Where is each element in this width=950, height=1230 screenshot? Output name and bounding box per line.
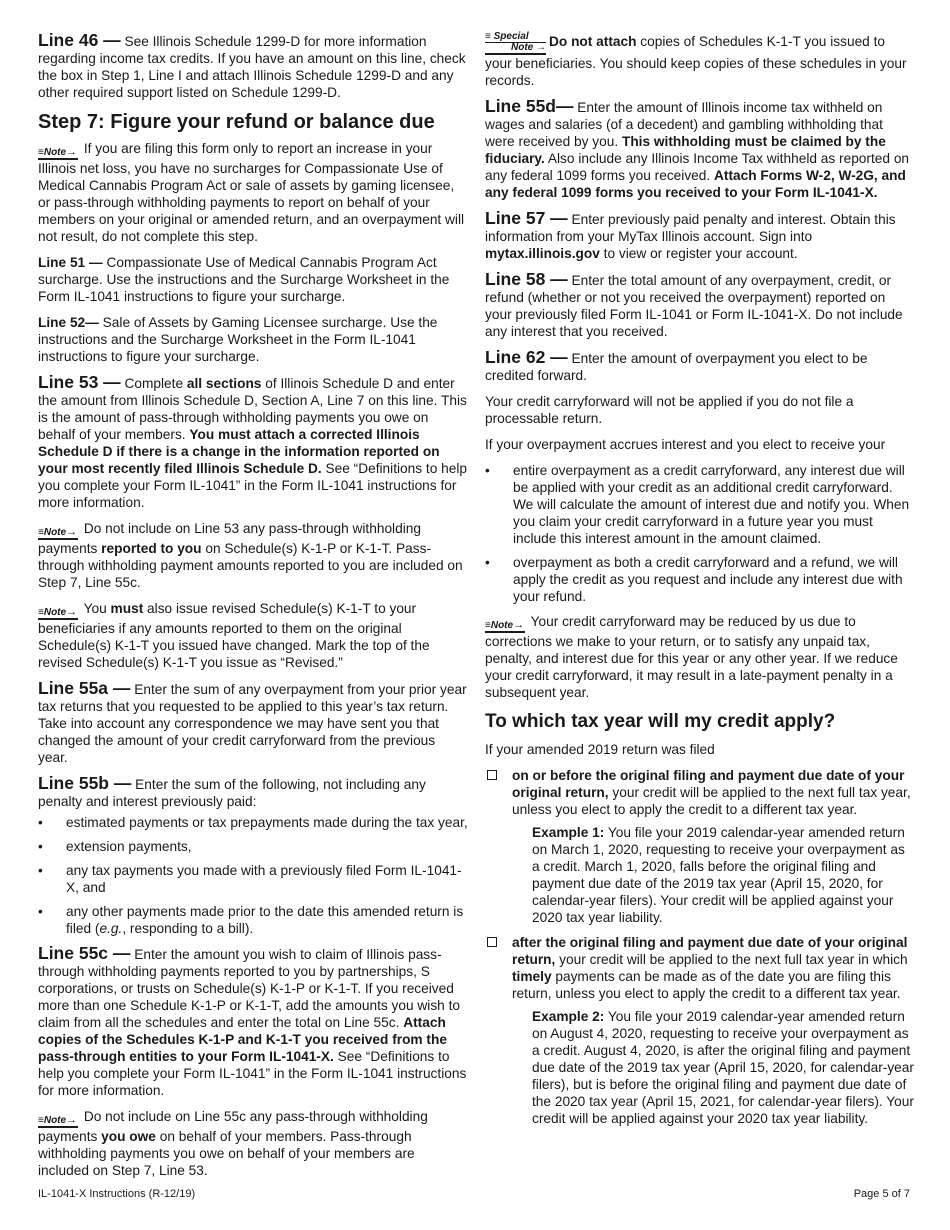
line-55b-list <box>38 814 468 937</box>
line-62-paragraph: Line 62 — Enter the amount of overpayment you elect to be credited forward. <box>485 347 868 383</box>
line-55d-label: Line 55d— <box>485 96 574 116</box>
line-55a-label: Line 55a — <box>38 678 131 698</box>
amended-paragraph: If your amended 2019 return was filed <box>485 742 715 757</box>
line-51-label: Line 51 — <box>38 255 103 270</box>
checkbox-icon <box>487 770 497 780</box>
interest-paragraph: If your overpayment accrues interest and you elect to receive your <box>485 437 886 452</box>
list-item: on or before the original filing and payment due date of your original return, your credit will be applied to the next full tax year, unless you elect to apply the credit to a different tax year. Example 1: You file your 2019 calendar-year amended return on March 1, 2020, requesting to receive your overpayment as a credit. March 1, 2020, falls before the original filing and payment due date of the 2019 tax year (April 15, 2020, for calendar-year filers). Your credit will be applied against your 2020 tax year liability. <box>485 767 915 926</box>
footer-form-id: IL-1041-X Instructions (R-12/19) <box>38 1188 196 1200</box>
line-55b-label: Line 55b — <box>38 773 132 793</box>
line-46-label: Line 46 — <box>38 30 121 50</box>
left-column <box>38 32 468 1188</box>
list-item: • entire overpayment as a credit carryforward, any interest due will be applied with your credit as an additional credit carryforward. We will calculate the amount of interest due and notify you. When you claim your credit carryforward in a future year you must include this interest amount in the amount claimed. <box>485 463 910 546</box>
note-icon: ≡Note→ <box>38 146 78 158</box>
note-icon: ≡Note→ <box>38 1114 78 1126</box>
example-2: Example 2: You file your 2019 calendar-year amended return on August 4, 2020, requesting to receive your overpayment as a credit. August 4, 2020, is after the original filing and payment due date of the 2019 tax year (April 15, 2020, for calendar-year filers), but is before the original filing and payment due date of the 2020 tax year (April 15, 2021, for calendar-year filers). Your credit will be applied against your 2020 tax year liability. <box>532 1009 914 1126</box>
checkbox-icon <box>487 937 497 947</box>
line-58-paragraph: Line 58 — Enter the total amount of any overpayment, credit, or refund (whether or not you received the overpayment) reported on your previously filed Form IL-1041 or Form IL-1041-X. Do not include any interest that you received. <box>485 269 903 339</box>
line-52-paragraph: Line 52— Sale of Assets by Gaming Licensee surcharge. Use the instructions and the Surcharge Worksheet in the Form IL-1041 instructions to figure your surcharge. <box>38 315 438 364</box>
mytax-link: mytax.illinois.gov <box>485 246 600 261</box>
line-53-paragraph: Line 53 — Complete all sections of Illinois Schedule D and enter the amount from Illinois Schedule D, Section A, Line 7 on this line. This is the amount of pass-through withholding payments you owe on behalf of your members. You must attach a corrected Illinois Schedule D if there is a change in the information reported on your most recently filed Illinois Schedule D. See “Definitions to help you complete your Form IL-1041” in the Form IL-1041 instructions for more information. <box>38 372 468 510</box>
list-item: • any tax payments you made with a previously filed Form IL-1041-X, and <box>38 863 462 895</box>
interest-list <box>485 462 915 605</box>
footer-page-number: Page 5 of 7 <box>853 1188 910 1200</box>
line-55c-note: ≡Note→ Do not include on Line 55c any pass-through withholding payments you owe on behalf of your members. Pass-through withholding payments you owe on behalf of your members are included on Step 7, Line 53. <box>38 1109 428 1178</box>
example-1: Example 1: You file your 2019 calendar-year amended return on March 1, 2020, requesting to receive your overpayment as a credit. March 1, 2020, falls before the original filing and payment due date of the 2019 tax year (April 15, 2020, for calendar-year filers). Your credit will be applied against your 2020 tax year liability. <box>532 825 905 925</box>
line-55b-paragraph: Line 55b — Enter the sum of the following, not including any penalty and interest previously paid: <box>38 773 426 809</box>
note-icon: ≡Note→ <box>485 619 525 631</box>
line-57-label: Line 57 — <box>485 208 568 228</box>
step-7-note: ≡Note→ If you are filing this form only to report an increase in your Illinois net loss, you have no surcharges for Compassionate Use of Medical Cannabis Program Act or sale of assets by gaming licensee, or pass-through withholding payments to report on behalf of your members on your original or amended return, and an overpayment will not result, do not complete this step. <box>38 141 465 244</box>
line-46-paragraph: Line 46 — See Illinois Schedule 1299-D for more information regarding income tax credits. If you have an amount on this line, check the box in Step 1, Line I and attach Illinois Schedule 1299-D and any other required support listed on Schedule 1299-D. <box>38 30 466 100</box>
line-52-label: Line 52— <box>38 315 99 330</box>
carryforward-note: ≡Note→ Your credit carryforward may be reduced by us due to corrections we make to your return, or to satisfy any unpaid tax, penalty, and interest due for this year or any other year. If we reduce your credit carryforward, it may result in a late-payment penalty in a subsequent year. <box>485 614 898 700</box>
line-62-label: Line 62 — <box>485 347 568 367</box>
right-column <box>485 32 915 1135</box>
carryforward-paragraph: Your credit carryforward will not be applied if you do not file a processable return. <box>485 394 854 426</box>
line-55c-label: Line 55c — <box>38 943 131 963</box>
line-55a-paragraph: Line 55a — Enter the sum of any overpayment from your prior year tax returns that you requested to be applied to this year’s tax return. Take into account any correspondence we may have sent you that changed the amount of your credit carryforward from the previous year. <box>38 678 467 765</box>
step-7-heading: Step 7: Figure your refund or balance due <box>38 111 435 133</box>
list-item: • extension payments, <box>38 839 192 854</box>
list-item: after the original filing and payment due date of your original return, your credit will be applied to the next full tax year in which timely payments can be made as of the date you are filing this return, unless you elect to apply the credit to a different tax year. Example 2: You file your 2019 calendar-year amended return on August 4, 2020, requesting to receive your overpayment as a credit. August 4, 2020, is after the original filing and payment due date of the 2019 tax year (April 15, 2020, for calendar-year filers), but is before the original filing and payment due date of the 2020 tax year (April 15, 2021, for calendar-year filers). Your credit will be applied against your 2020 tax year liability. <box>485 934 915 1127</box>
line-53-label: Line 53 — <box>38 372 121 392</box>
line-55c-paragraph: Line 55c — Enter the amount you wish to claim of Illinois pass-through withholding payments reported to you by partnerships, S corporations, or trusts on Schedule(s) K-1-P or K-1-T. If you received more than one Schedule K-1-P or K-1-T, add the amounts you wish to claim from all the schedules and enter the total on Line 55c. Attach copies of the Schedules K-1-P and K-1-T you received from the pass-through entities to your Form IL-1041-X. See “Definitions to help you complete your Form IL-1041” in the Form IL-1041 instructions for more information. <box>38 943 467 1098</box>
line-51-paragraph: Line 51 — Compassionate Use of Medical Cannabis Program Act surcharge. Use the instructions and the Surcharge Worksheet in the Form IL-1041 instructions to figure your surcharge. <box>38 255 450 304</box>
special-note-paragraph: ≡ Special Note → Do not attach copies of Schedules K-1-T you issued to your beneficiaries. You should keep copies of these schedules in your records. <box>485 31 907 88</box>
credit-options-list <box>485 767 915 1127</box>
list-item: • overpayment as both a credit carryforward and a refund, we will apply the credit as you request and include any interest due with your refund. <box>485 555 903 604</box>
line-57-paragraph: Line 57 — Enter previously paid penalty and interest. Obtain this information from your MyTax Illinois account. Sign into mytax.illinois.gov to view or register your account. <box>485 208 896 261</box>
note-icon: ≡Note→ <box>38 526 78 538</box>
list-item: • estimated payments or tax prepayments made during the tax year, <box>38 815 468 830</box>
line-55d-paragraph: Line 55d— Enter the amount of Illinois income tax withheld on wages and salaries (of a decedent) and gambling withholding that were received by you. This withholding must be claimed by the fiduciary. Also include any Illinois Income Tax withheld as reported on any federal 1099 forms you received. Attach Forms W-2, W-2G, and any federal 1099 forms you received to your Form IL-1041-X. <box>485 96 910 200</box>
special-note-icon: ≡ Special Note → <box>485 31 547 53</box>
note-icon: ≡Note→ <box>38 606 78 618</box>
line-53-note-a: ≡Note→ Do not include on Line 53 any pass-through withholding payments reported to you on Schedule(s) K-1-P or K-1-T. Pass-through withholding payment amounts reported to you are included on Step 7, Line 55c. <box>38 521 463 590</box>
credit-year-heading: To which tax year will my credit apply? <box>485 711 836 732</box>
list-item: • any other payments made prior to the date this amended return is filed (e.g., responding to a bill). <box>38 904 464 936</box>
line-53-note-b: ≡Note→ You must also issue revised Schedule(s) K-1-T to your beneficiaries if any amounts reported to them on the original Schedule(s) K-1-T you issued have changed. Mark the top of the revised Schedule(s) K-1-T you issue as “Revised.” <box>38 601 430 670</box>
line-58-label: Line 58 — <box>485 269 568 289</box>
